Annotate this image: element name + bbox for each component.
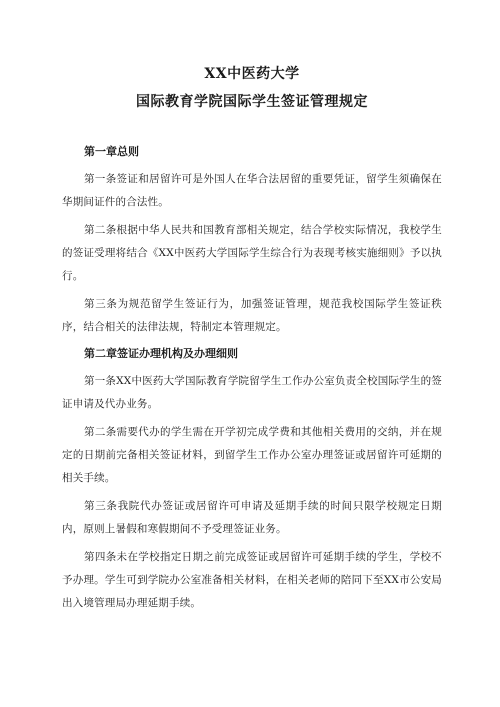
chapter-one <box>62 142 442 339</box>
article-paragraph: 第一条签证和居留许可是外国人在华合法居留的重要凭证，留学生须确保在华期间证件的合法性。 <box>62 173 442 208</box>
article-paragraph: 第二条根据中华人民共和国教育部相关规定，结合学校实际情况，我校学生的签证受理将结合《XX中医药大学国际学生综合行为表现考核实施细则》予以执行。 <box>62 224 442 282</box>
article-paragraph: 第三条我院代办签证或居留许可申请及延期手续的时间只限学校规定日期内，原则上暑假和寒假期间不予受理签证业务。 <box>62 500 442 535</box>
spacer <box>62 112 442 142</box>
document-page <box>62 64 442 615</box>
article-paragraph: 第一条XX中医药大学国际教育学院留学生工作办公室负责全校国际学生的签证申请及代办业务。 <box>62 375 442 410</box>
chapter-heading: 第一章总则 <box>84 145 139 158</box>
article-paragraph: 第三条为规范留学生签证行为，加强签证管理，规范我校国际学生签证秩序，结合相关的法律法规，特制定本管理规定。 <box>62 298 442 333</box>
document-title: XX中医药大学 <box>204 66 300 82</box>
document-subtitle: 国际教育学院国际学生签证管理规定 <box>136 94 368 110</box>
article-paragraph: 第二条需要代办的学生需在开学初完成学费和其他相关费用的交纳，并在规定的日期前完备相关签证材料，到留学生工作办公室办理签证或居留许可延期的相关手续。 <box>62 426 442 484</box>
chapter-heading: 第二章签证办理机构及办理细则 <box>84 347 238 360</box>
article-paragraph: 第四条未在学校指定日期之前完成签证或居留许可延期手续的学生，学校不予办理。学生可到学院办公室准备相关材料，在相关老师的陪同下至XX市公安局出入境管理局办理延期手续。 <box>62 551 442 609</box>
chapter-two <box>62 344 442 615</box>
